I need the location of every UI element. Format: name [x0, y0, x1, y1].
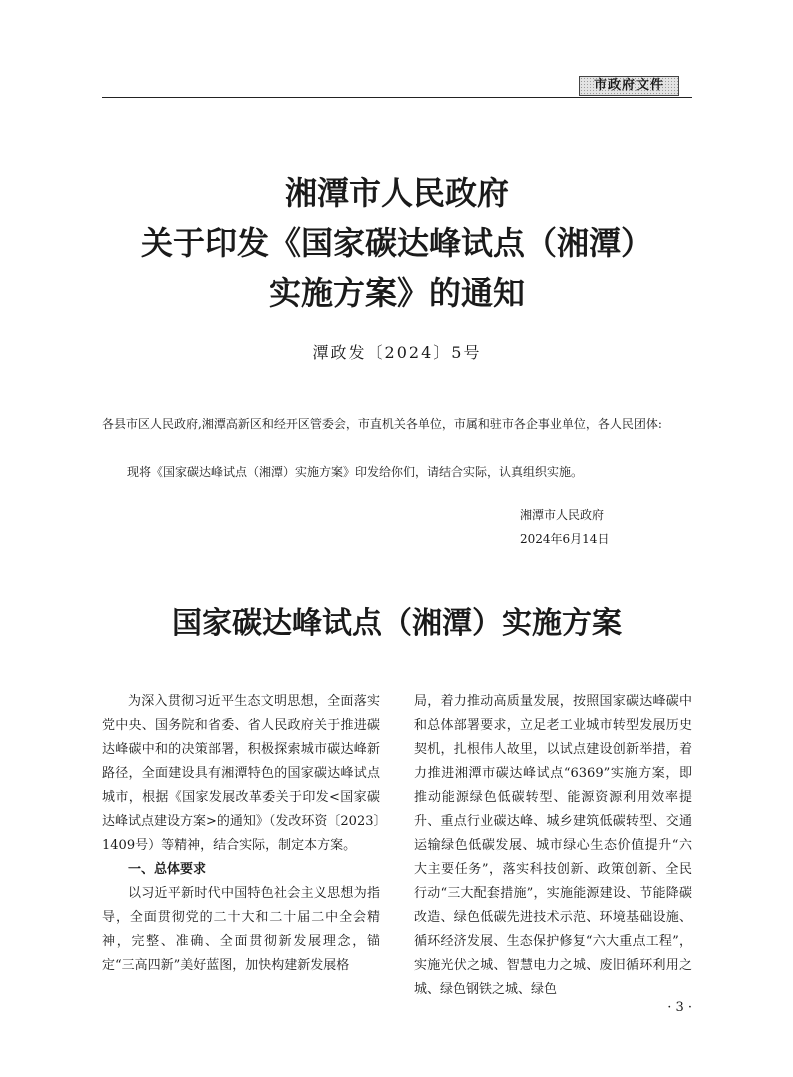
notice-title: [102, 168, 692, 318]
section-heading: 一、总体要求: [128, 862, 207, 877]
paragraph: 以习近平新时代中国特色社会主义思想为指导，全面贯彻党的二十大和二十届二中全会精神，完整、准确、全面贯彻新发展理念，锚定“三高四新”美好蓝图，加快构建新发展格: [102, 886, 380, 973]
addressee: 各县市区人民政府,湘潭高新区和经开区管委会，市直机关各单位，市属和驻市各企事业单位，各人民团体:: [102, 417, 662, 431]
page-number: · 3 ·: [667, 1000, 692, 1015]
header-rule: [102, 97, 692, 98]
document-number: 潭政发〔2024〕5号: [312, 343, 482, 362]
notice-body: 现将《国家碳达峰试点（湘潭）实施方案》印发给你们，请结合实际，认真组织实施。: [127, 465, 584, 479]
plan-title: 国家碳达峰试点（湘潭）实施方案: [172, 606, 622, 641]
notice-title-line: 实施方案》的通知: [268, 274, 525, 312]
paragraph: 为深入贯彻习近平生态文明思想，全面落实党中央、国务院和省委、省人民政府关于推进碳达峰碳中和的决策部署，积极探索城市碳达峰新路径，全面建设具有湘潭特色的国家碳达峰试点城市，根据《国家发展改革委关于印发<国家碳达峰试点建设方案>的通知》（发改环资〔2023〕1409号）等精神，结合实际，制定本方案。: [102, 694, 380, 853]
left-column: [102, 690, 380, 978]
sign-date: 2024年6月14日: [520, 532, 610, 546]
section-badge: 市政府文件: [579, 76, 679, 96]
paragraph: 局，着力推动高质量发展，按照国家碳达峰碳中和总体部署要求，立足老工业城市转型发展历史契机，扎根伟人故里，以试点建设创新举措，着力推进湘潭市碳达峰试点“6369”实施方案，即推动能源绿色低碳转型、能源资源利用效率提升、重点行业碳达峰、城乡建筑低碳转型、交通运输绿色低碳发展、城市绿心生态价值提升“六大主要任务”，落实科技创新、政策创新、全民行动“三大配套措施”，实施能源建设、节能降碳改造、绿色低碳先进技术示范、环境基础设施、循环经济发展、生态保护修复“六大重点工程”，实施光伏之城、智慧电力之城、废旧循环利用之城、绿色钢铁之城、绿色: [414, 694, 692, 997]
signer: 湘潭市人民政府: [520, 508, 605, 522]
right-column: [414, 690, 692, 1002]
notice-title-line: 关于印发《国家碳达峰试点（湘潭）: [140, 224, 653, 262]
notice-title-line: 湘潭市人民政府: [284, 174, 509, 212]
